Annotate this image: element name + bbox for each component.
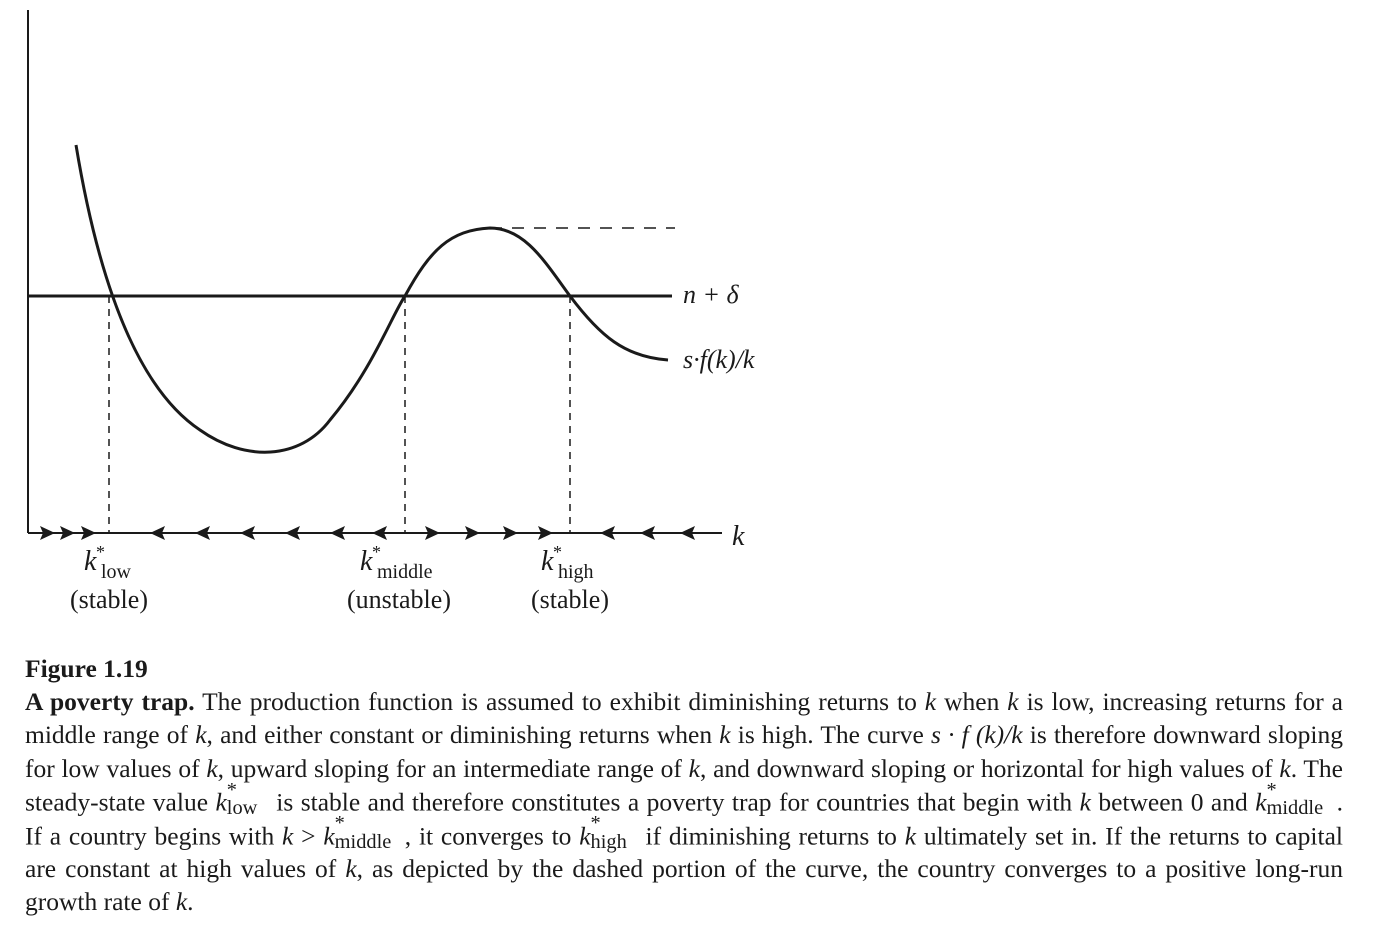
k-high-subscript: high <box>558 561 594 583</box>
k-low-star: * <box>96 542 105 562</box>
caption-body: A poverty trap. The production function is assumed to exhibit diminishing returns to k when k is low, increasing returns for a middle range of k, and either constant or diminishing returns when k is high. The curve s · f (k)/k is therefore downward sloping for low values of k, upward sloping for an intermediate range of k, and downward sloping or horizontal for high values of k. The steady-state value k * low is stable and therefore constitutes a poverty trap for countries that begin with k between 0 and k * middle . If a country begins with k > k * middle , it converges to k * high if diminishing returns to k ultimately set in. If the returns to capital are constant at high values of k, as depicted by the dashed portion of the curve, the country converges to a positive long-run growth rate of k. <box>25 687 1344 917</box>
k-low-symbol: k <box>84 546 97 577</box>
caption-curve-formula: s · f (k)/k <box>930 720 1023 750</box>
k-middle-star: * <box>372 542 381 562</box>
sfk-curve-label: s·f(k)/k <box>683 345 755 374</box>
k-low-stability: (stable) <box>70 585 148 614</box>
k-middle-symbol: k <box>360 546 373 577</box>
figure-number: Figure 1.19 <box>25 654 148 683</box>
caption-lead: A poverty trap. <box>25 687 195 717</box>
k-low-subscript: low <box>101 561 131 583</box>
k-middle-stability: (unstable) <box>347 585 451 614</box>
k-high-star: * <box>553 542 562 562</box>
k-middle-label <box>347 542 451 614</box>
figure-caption <box>25 652 1343 919</box>
k-axis-label: k <box>732 521 745 552</box>
k-low-label <box>70 542 148 614</box>
k-high-stability: (stable) <box>531 585 609 614</box>
k-high-label <box>531 542 609 614</box>
k-middle-subscript: middle <box>377 561 433 583</box>
k-high-symbol: k <box>541 546 554 577</box>
n-plus-delta-label: n + δ <box>683 280 739 309</box>
sfk-over-k-curve <box>76 145 668 452</box>
